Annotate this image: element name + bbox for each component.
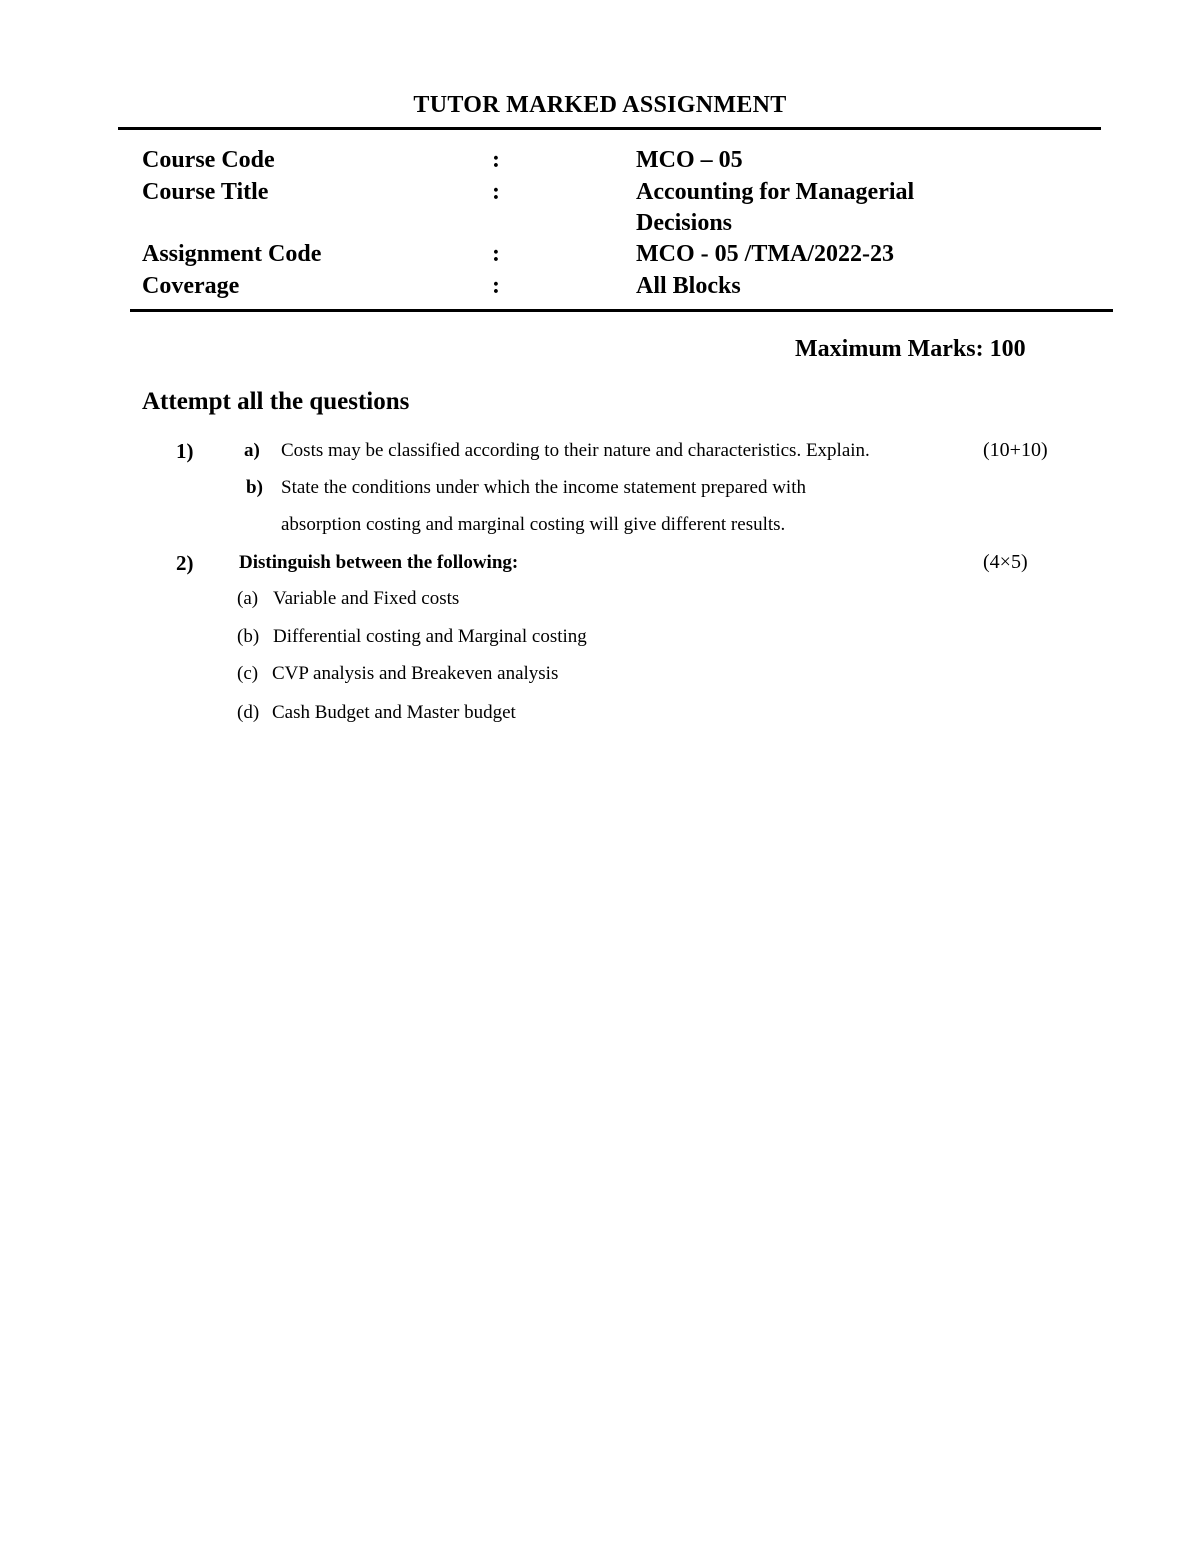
maximum-marks: Maximum Marks: 100 (795, 336, 1026, 362)
question-1-number: 1) (176, 439, 194, 463)
page-title: TUTOR MARKED ASSIGNMENT (413, 92, 787, 118)
course-code-separator: : (492, 147, 500, 173)
question-1b-label: b) (246, 477, 263, 498)
course-title-label: Course Title (142, 179, 269, 205)
assignment-code-value: MCO - 05 /TMA/2022-23 (636, 241, 894, 267)
course-code-value: MCO – 05 (636, 147, 743, 173)
question-1a-text: Costs may be classified according to their nature and characteristics. Explain. (281, 440, 870, 461)
coverage-separator: : (492, 273, 500, 299)
question-1-marks: (10+10) (983, 439, 1048, 461)
list-item-label: (c) (237, 663, 259, 684)
question-2-marks: (4×5) (983, 551, 1028, 573)
instruction-heading: Attempt all the questions (142, 388, 410, 415)
list-item-label: (a) (237, 588, 259, 609)
course-code-label: Course Code (142, 147, 275, 173)
coverage-value: All Blocks (636, 273, 741, 299)
question-1b-text-line-2: absorption costing and marginal costing will give different results. (281, 514, 786, 535)
course-title-separator: : (492, 179, 500, 205)
list-item: Cash Budget and Master budget (272, 702, 516, 723)
list-item: Variable and Fixed costs (273, 588, 460, 609)
course-title-value-continued: Decisions (636, 210, 732, 236)
course-title-value: Accounting for Managerial (636, 179, 915, 205)
list-item: Differential costing and Marginal costing (273, 626, 587, 647)
assignment-code-separator: : (492, 241, 500, 267)
bottom-divider (130, 309, 1113, 312)
question-1a-label: a) (244, 440, 260, 461)
top-divider (118, 127, 1101, 130)
list-item: CVP analysis and Breakeven analysis (272, 663, 559, 684)
question-1b-text-line-1: State the conditions under which the income statement prepared with (281, 477, 806, 498)
list-item-label: (d) (237, 702, 260, 723)
list-item-label: (b) (237, 626, 260, 647)
question-2-number: 2) (176, 551, 194, 575)
coverage-label: Coverage (142, 273, 240, 299)
question-2-heading: Distinguish between the following: (239, 552, 519, 573)
assignment-code-label: Assignment Code (142, 241, 322, 267)
